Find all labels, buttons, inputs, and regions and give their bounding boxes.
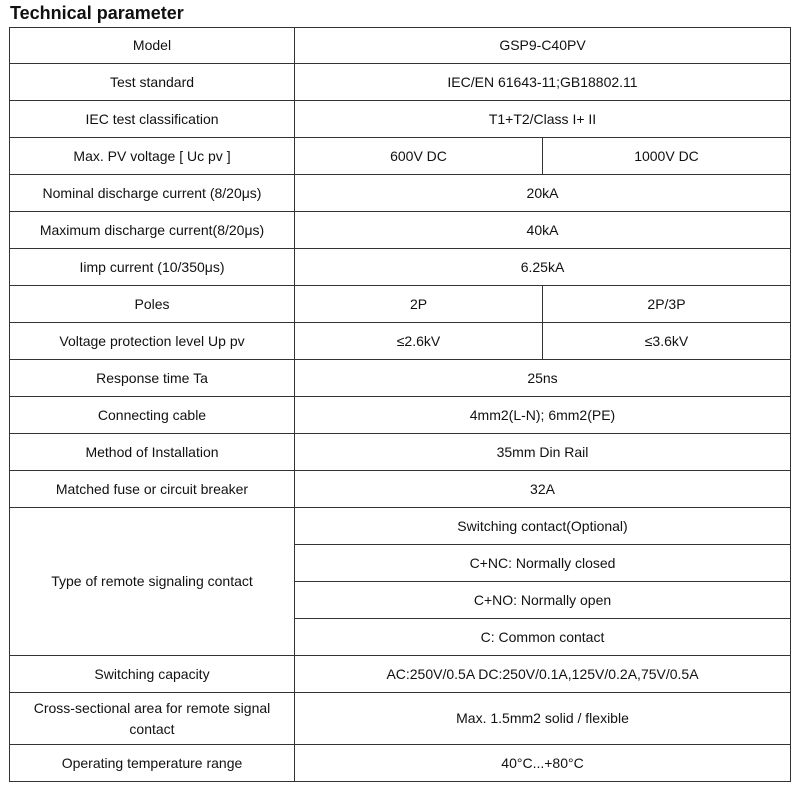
param-value-temperature: 40°C...+80°C <box>295 745 791 782</box>
param-value-poles-a: 2P <box>295 286 543 323</box>
param-value-voltage-protection-a: ≤2.6kV <box>295 323 543 360</box>
table-row <box>10 471 791 508</box>
table-row <box>10 28 791 64</box>
param-label-test-standard: Test standard <box>10 64 295 101</box>
param-value-pv-voltage-a: 600V DC <box>295 138 543 175</box>
param-label-maximum-discharge: Maximum discharge current(8/20μs) <box>10 212 295 249</box>
param-value-fuse: 32A <box>295 471 791 508</box>
page-title: Technical parameter <box>10 3 184 23</box>
param-value-iimp-current: 6.25kA <box>295 249 791 286</box>
table-row <box>10 656 791 693</box>
table-row <box>10 175 791 212</box>
param-label-response-time: Response time Ta <box>10 360 295 397</box>
param-value-poles-b: 2P/3P <box>543 286 791 323</box>
table-row <box>10 249 791 286</box>
param-value-nominal-discharge: 20kA <box>295 175 791 212</box>
param-value-remote-signaling-3: C: Common contact <box>295 619 791 656</box>
table-row <box>10 101 791 138</box>
param-label-iec-classification: IEC test classification <box>10 101 295 138</box>
param-label-connecting-cable: Connecting cable <box>10 397 295 434</box>
param-label-voltage-protection: Voltage protection level Up pv <box>10 323 295 360</box>
param-value-cross-section: Max. 1.5mm2 solid / flexible <box>295 693 791 745</box>
param-value-model: GSP9-C40PV <box>295 28 791 64</box>
param-value-remote-signaling-0: Switching contact(Optional) <box>295 508 791 545</box>
param-label-remote-signaling: Type of remote signaling contact <box>10 508 295 656</box>
param-value-voltage-protection-b: ≤3.6kV <box>543 323 791 360</box>
param-value-installation: 35mm Din Rail <box>295 434 791 471</box>
param-label-cross-section: Cross-sectional area for remote signal contact <box>10 693 295 745</box>
table-row <box>10 286 791 323</box>
table-row <box>10 323 791 360</box>
param-value-test-standard: IEC/EN 61643-11;GB18802.11 <box>295 64 791 101</box>
param-value-maximum-discharge: 40kA <box>295 212 791 249</box>
param-value-remote-signaling-2: C+NO: Normally open <box>295 582 791 619</box>
table-row <box>10 397 791 434</box>
param-value-iec-classification: T1+T2/Class I+ II <box>295 101 791 138</box>
table-row <box>10 434 791 471</box>
technical-parameter-table <box>9 27 791 782</box>
param-value-pv-voltage-b: 1000V DC <box>543 138 791 175</box>
param-label-pv-voltage: Max. PV voltage [ Uc pv ] <box>10 138 295 175</box>
table-row <box>10 360 791 397</box>
param-value-remote-signaling-1: C+NC: Normally closed <box>295 545 791 582</box>
table-row <box>10 138 791 175</box>
param-value-response-time: 25ns <box>295 360 791 397</box>
table-row <box>10 508 791 545</box>
table-row <box>10 212 791 249</box>
param-label-switching-capacity: Switching capacity <box>10 656 295 693</box>
param-label-fuse: Matched fuse or circuit breaker <box>10 471 295 508</box>
param-value-connecting-cable: 4mm2(L-N); 6mm2(PE) <box>295 397 791 434</box>
param-value-switching-capacity: AC:250V/0.5A DC:250V/0.1A,125V/0.2A,75V/0.5A <box>295 656 791 693</box>
table-row <box>10 64 791 101</box>
table-row <box>10 693 791 745</box>
param-label-iimp-current: Iimp current (10/350μs) <box>10 249 295 286</box>
param-label-temperature: Operating temperature range <box>10 745 295 782</box>
param-label-poles: Poles <box>10 286 295 323</box>
param-label-installation: Method of Installation <box>10 434 295 471</box>
table-row <box>10 745 791 782</box>
param-label-model: Model <box>10 28 295 64</box>
param-label-nominal-discharge: Nominal discharge current (8/20μs) <box>10 175 295 212</box>
